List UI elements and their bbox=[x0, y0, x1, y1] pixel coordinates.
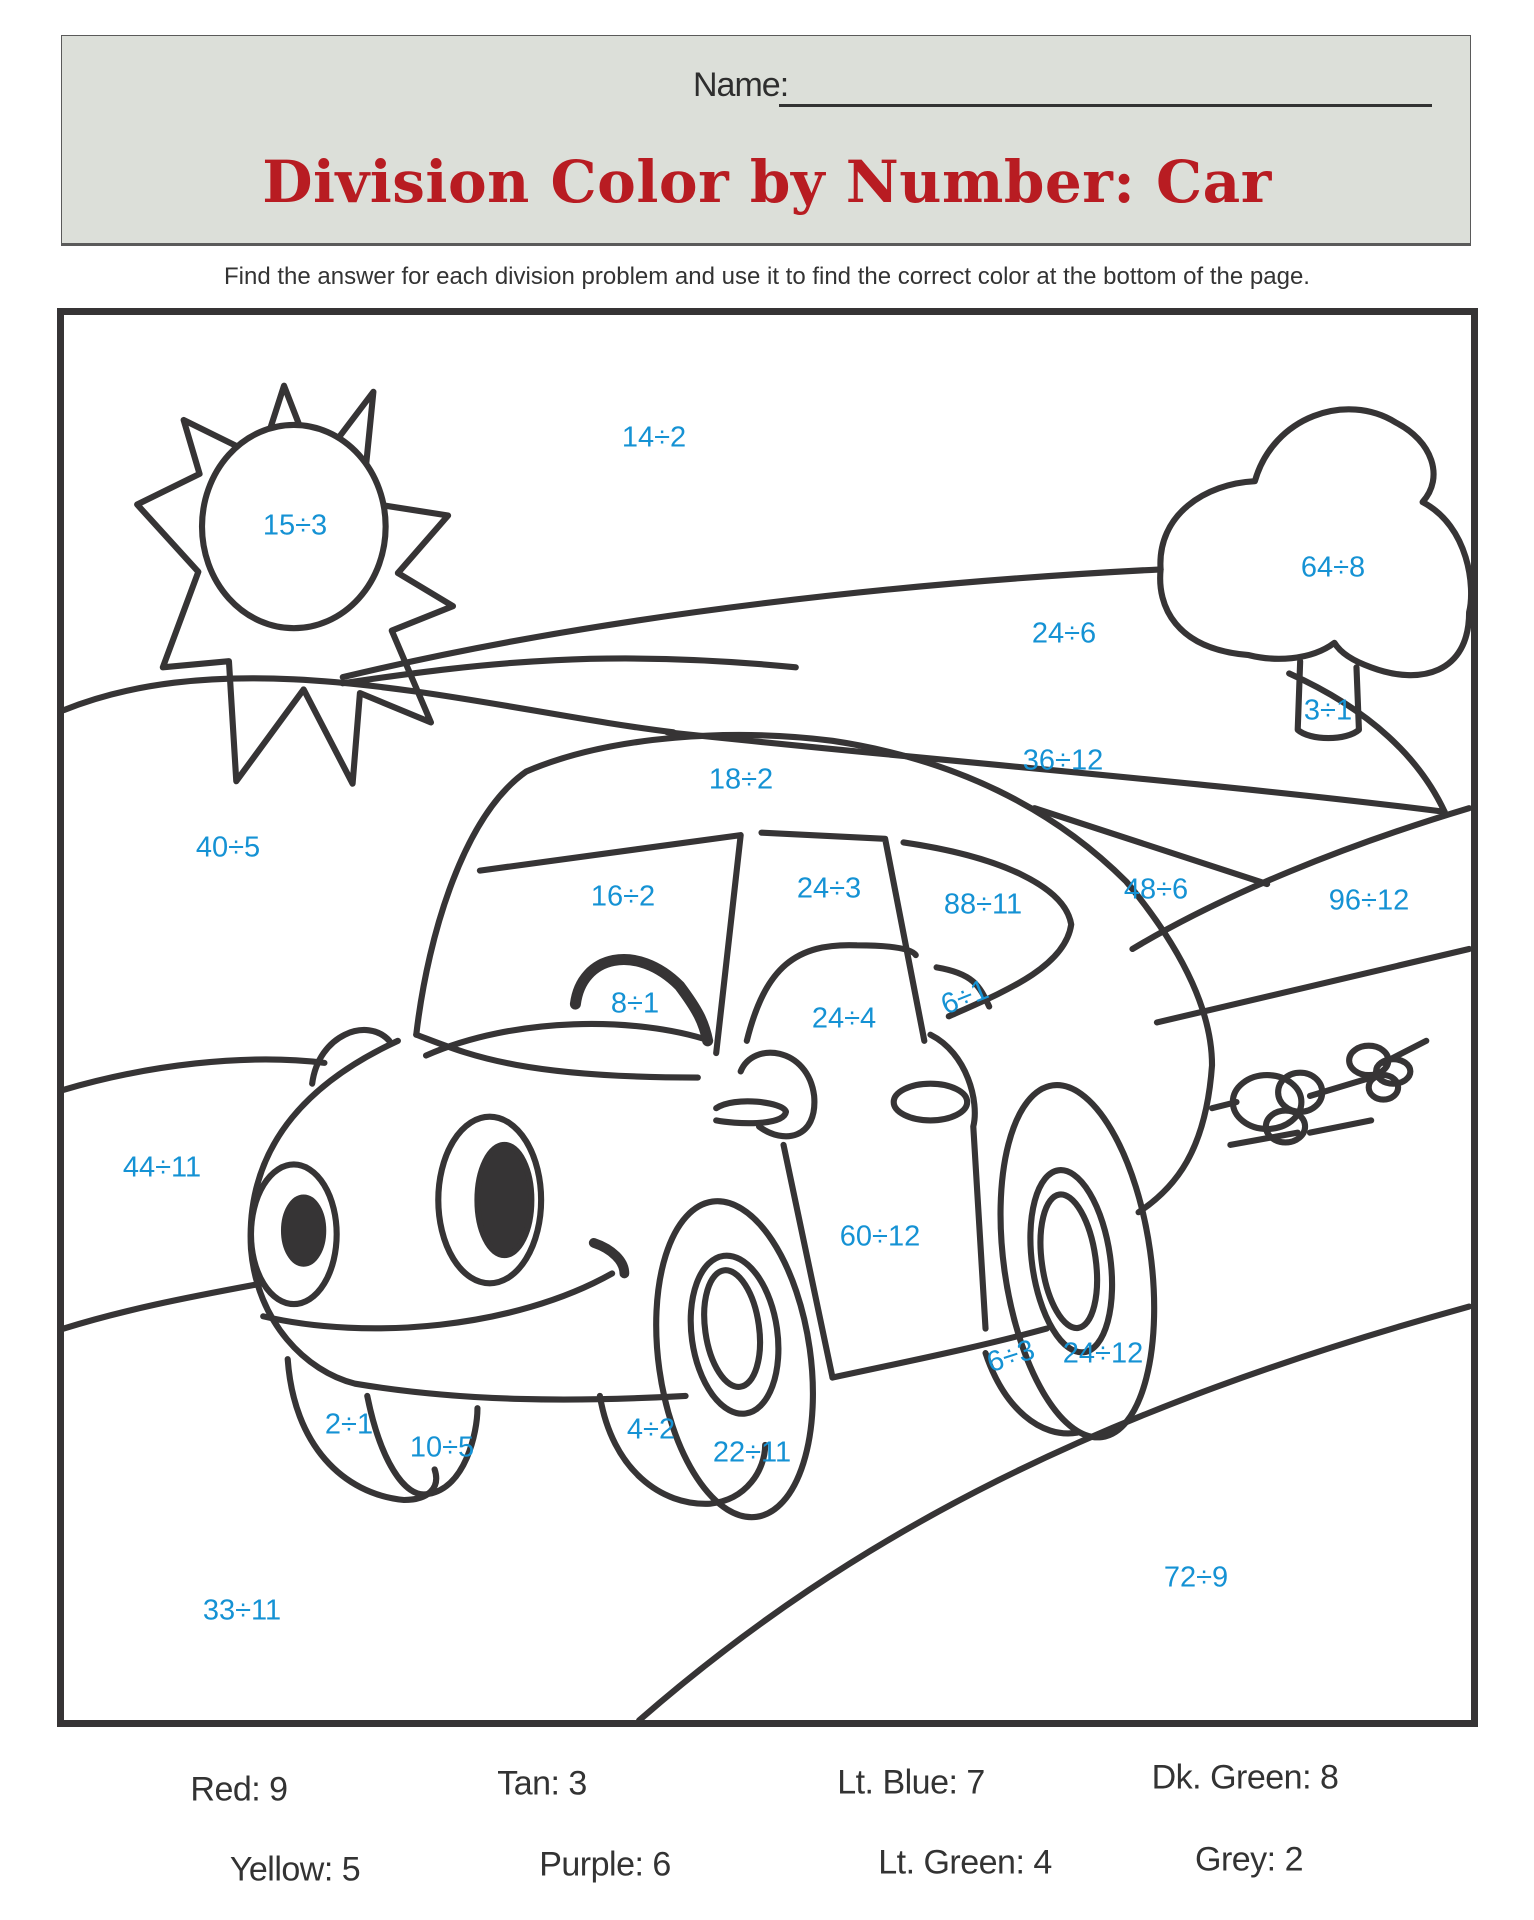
region-label-rear-tire-left: 6÷3 bbox=[982, 1333, 1039, 1380]
region-label-far-hill: 24÷6 bbox=[1031, 617, 1097, 650]
region-label-steering-seat: 8÷1 bbox=[610, 987, 660, 1020]
region-label-tree-trunk: 3÷1 bbox=[1303, 694, 1353, 727]
region-label-ground-left: 33÷11 bbox=[202, 1594, 282, 1627]
region-label-front-tire-right-a: 4÷2 bbox=[626, 1413, 676, 1446]
region-label-rear-tire-right: 24÷12 bbox=[1062, 1337, 1144, 1370]
region-label-right-hill-upper: 48÷6 bbox=[1123, 873, 1189, 906]
region-label-car-roof: 18÷2 bbox=[708, 763, 774, 796]
region-label-rear-window: 88÷11 bbox=[943, 888, 1023, 921]
region-label-tree-top: 64÷8 bbox=[1300, 551, 1366, 584]
color-key-purple: Purple: 6 bbox=[539, 1845, 671, 1884]
worksheet-title: Division Color by Number: Car bbox=[262, 148, 1272, 216]
region-label-middle-window: 24÷3 bbox=[796, 872, 862, 905]
color-key-lt-blue: Lt. Blue: 7 bbox=[837, 1763, 985, 1802]
grass-line bbox=[64, 1059, 325, 1089]
color-key-grey: Grey: 2 bbox=[1195, 1840, 1303, 1879]
name-label: Name: bbox=[693, 66, 789, 104]
region-label-front-tire-left-b: 10÷5 bbox=[409, 1431, 475, 1464]
left-hill-line bbox=[64, 678, 674, 732]
region-label-front-window: 16÷2 bbox=[590, 880, 656, 913]
exhaust-cloud-icon bbox=[1212, 1041, 1426, 1145]
region-label-grass-left: 44÷11 bbox=[122, 1151, 202, 1184]
region-label-left-hill: 40÷5 bbox=[195, 831, 261, 864]
road-left-line bbox=[64, 1283, 264, 1328]
color-key-red: Red: 9 bbox=[190, 1770, 288, 1809]
region-label-road: 72÷9 bbox=[1163, 1561, 1229, 1594]
region-label-car-body: 60÷12 bbox=[839, 1220, 921, 1253]
car-icon bbox=[251, 735, 1212, 1527]
region-label-rear-seat: 6÷1 bbox=[936, 973, 994, 1022]
region-label-sun: 15÷3 bbox=[262, 509, 328, 542]
region-label-sky: 14÷2 bbox=[621, 421, 687, 454]
color-key-lt-green: Lt. Green: 4 bbox=[878, 1843, 1052, 1882]
color-key-tan: Tan: 3 bbox=[497, 1764, 587, 1803]
region-label-right-hill-lower: 96÷12 bbox=[1328, 884, 1410, 917]
region-label-front-tire-right-b: 22÷11 bbox=[712, 1436, 792, 1469]
instructions: Find the answer for each division problem and use it to find the correct color at the bottom of the page. bbox=[224, 263, 1310, 290]
region-label-seat: 24÷4 bbox=[811, 1002, 877, 1035]
region-label-middle-hill: 36÷12 bbox=[1022, 744, 1104, 777]
color-key-yellow: Yellow: 5 bbox=[229, 1850, 361, 1889]
region-label-front-tire-left-a: 2÷1 bbox=[324, 1408, 374, 1441]
sun-icon bbox=[137, 386, 453, 784]
color-key-dk-green: Dk. Green: 8 bbox=[1151, 1758, 1339, 1797]
